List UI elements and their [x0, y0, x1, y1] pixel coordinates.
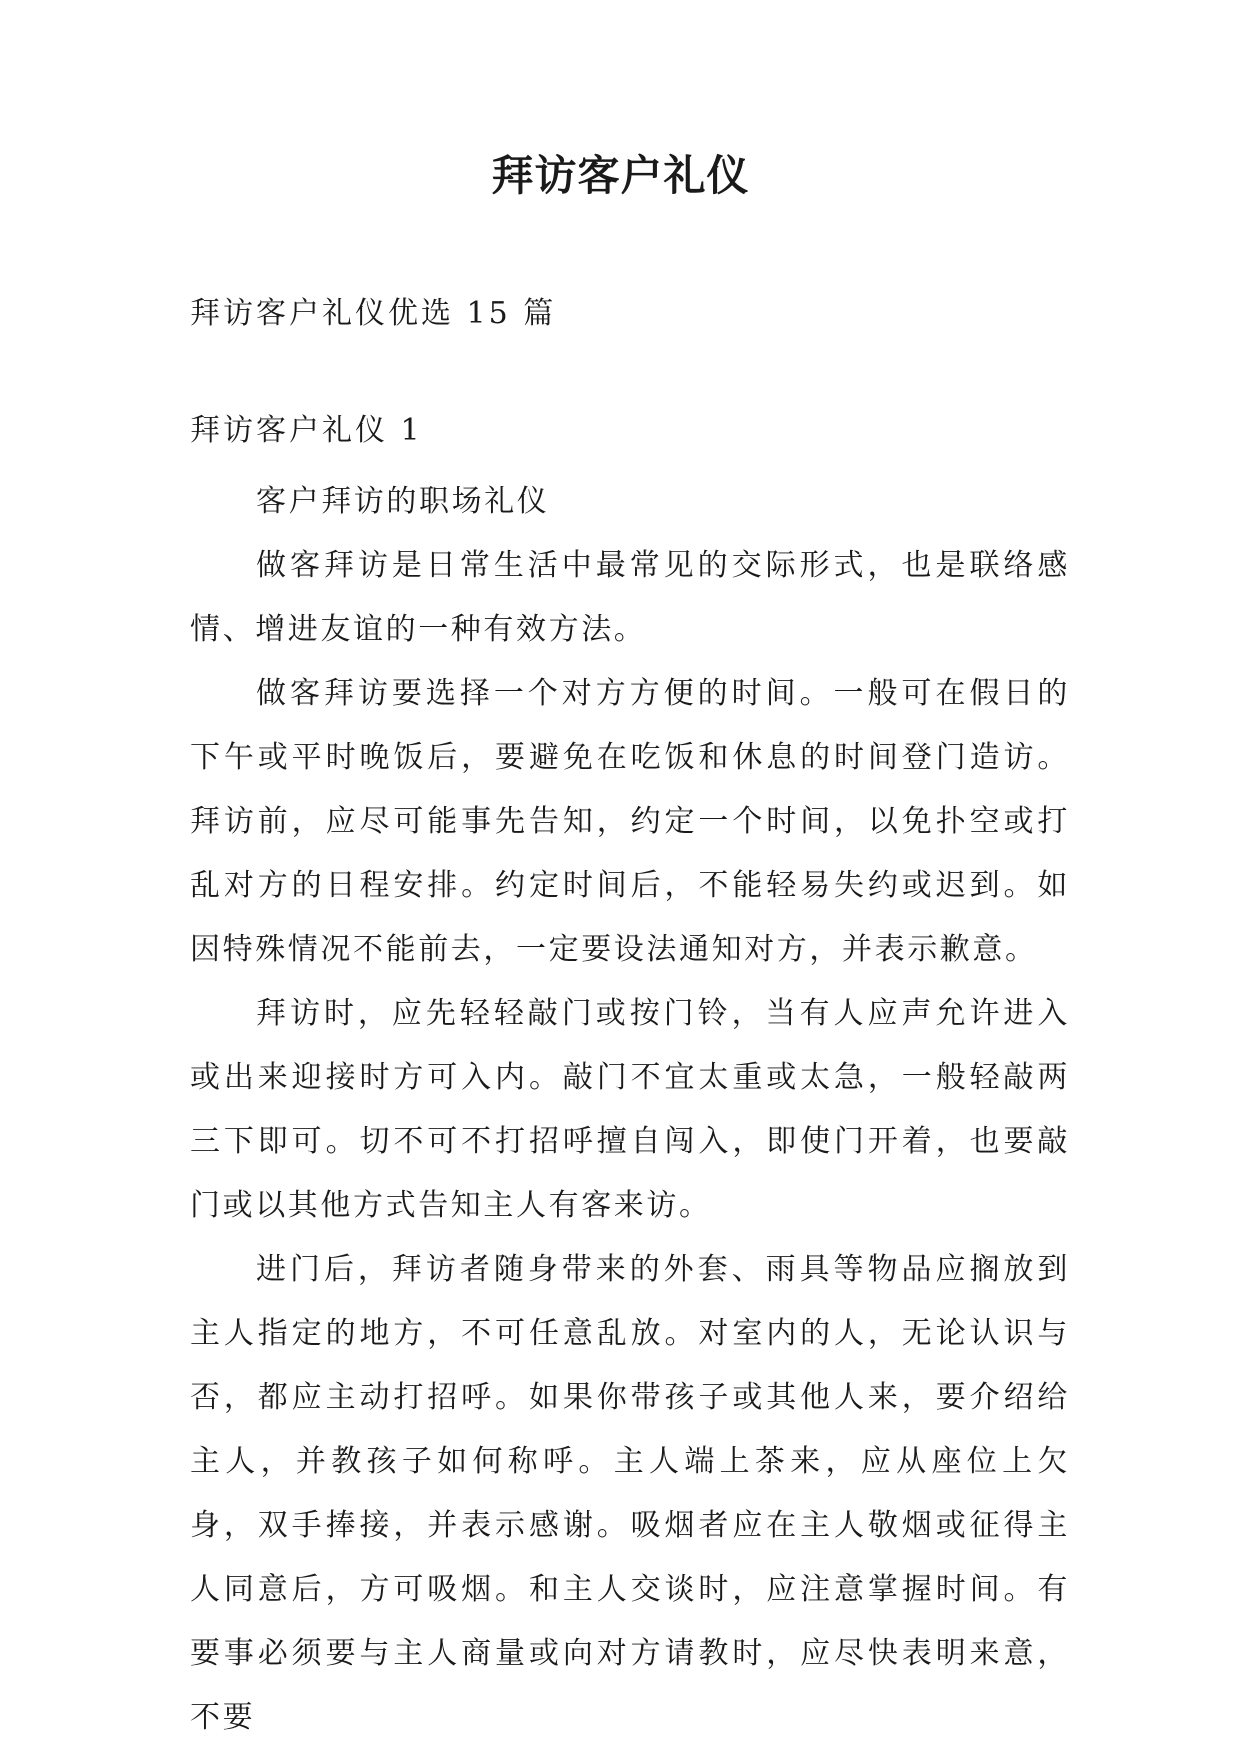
- paragraph: 拜访时，应先轻轻敲门或按门铃，当有人应声允许进入或出来迎接时方可入内。敲门不宜太重或太急，一般轻敲两三下即可。切不可不打招呼擅自闯入，即使门开着，也要敲门或以其他方式告知主人有客来访。: [190, 996, 1070, 1223]
- paragraph-section-title: 客户拜访的职场礼仪: [256, 484, 550, 519]
- document-subtitle: 拜访客户礼仪优选 15 篇: [190, 296, 557, 331]
- paragraph: 做客拜访是日常生活中最常见的交际形式，也是联络感情、增进友谊的一种有效方法。: [190, 548, 1070, 647]
- document-body: [190, 470, 1070, 1750]
- paragraph: 进门后，拜访者随身带来的外套、雨具等物品应搁放到主人指定的地方，不可任意乱放。对室内的人，无论认识与否，都应主动打招呼。如果你带孩子或其他人来，要介绍给主人，并教孩子如何称呼。主人端上茶来，应从座位上欠身，双手捧接，并表示感谢。吸烟者应在主人敬烟或征得主人同意后，方可吸烟。和主人交谈时，应注意掌握时间。有要事必须要与主人商量或向对方请教时，应尽快表明来意，不要: [190, 1252, 1070, 1735]
- document-title: 拜访客户礼仪: [491, 151, 750, 200]
- paragraph: 做客拜访要选择一个对方方便的时间。一般可在假日的下午或平时晚饭后，要避免在吃饭和休息的时间登门造访。拜访前，应尽可能事先告知，约定一个时间，以免扑空或打乱对方的日程安排。约定时间后，不能轻易失约或迟到。如因特殊情况不能前去，一定要设法通知对方，并表示歉意。: [190, 676, 1070, 967]
- section-heading: 拜访客户礼仪 1: [190, 413, 423, 448]
